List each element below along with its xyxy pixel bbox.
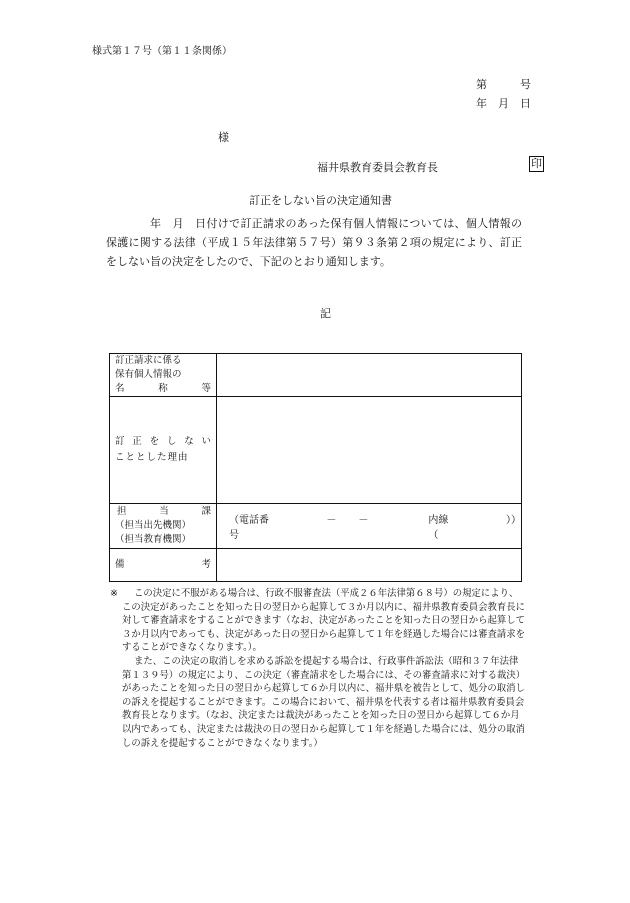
- form-number: 様式第１７号（第１１条関係）: [92, 46, 232, 57]
- row-info-name-label: 訂正請求に係る 保有個人情報の 名 称 等: [110, 354, 217, 397]
- row-remarks-label: 備 考: [110, 549, 217, 582]
- document-title: 訂正をしない旨の決定通知書: [249, 194, 392, 207]
- issuer-name: 福井県教育委員会教育長: [317, 161, 438, 174]
- phone-line: （電話番号 － － 内線（ ））: [229, 515, 521, 541]
- ki-heading: 記: [320, 307, 331, 320]
- note-paragraph-2: また、この決定の取消しを求める訴訟を提起する場合は、行政事件訴訟法（昭和３７年法律第１３９号）の規定により、この決定（審査請求をした場合には、その審査請求に対する裁決）があったことを知った日の翌日から起算して６か月以内に、福井県を被告として、処分の取消しの訴えを提起することができます。この場合において、福井県を代表する者は福井県教育委員会教育長となります。（なお、決定または裁決があったことを知った日の翌日から起算して６か月以内であっても、決定または裁決の日の翌日から起算して１年を経過した場合には、処分の取消しの訴えを提起することができなくなります。）: [122, 655, 526, 749]
- document-number: 第 号: [476, 78, 531, 91]
- seal-mark: 印: [531, 157, 542, 170]
- row-info-name-value[interactable]: [217, 354, 522, 397]
- row-dept-label: 担 当 課 （担当出先機関） （担当教育機関）: [110, 504, 217, 549]
- info-table: [109, 353, 522, 582]
- row-reason-value[interactable]: [217, 397, 522, 504]
- note-mark: ※: [110, 588, 118, 599]
- note-paragraph-1: この決定に不服がある場合は、行政不服審査法（平成２６年法律第６８号）の規定により、この決定があったことを知った日の翌日から起算して３か月以内に、福井県教育委員会教育長に対して審査請求をすることができます（なお、決定があったことを知った日の翌日から起算して３か月以内であっても、決定があった日の翌日から起算して１年を経過した場合には審査請求をすることができなくなります。）。: [122, 588, 526, 654]
- row-dept-value[interactable]: [217, 504, 522, 549]
- notes-section: [110, 587, 526, 750]
- body-text: 年 月 日付けで訂正請求のあった保有個人情報については、個人情報の保護に関する法律（平成１５年法律第５７号）第９３条第２項の規定により、訂正をしない旨の決定をしたので、下記のとおり通知します。: [106, 217, 522, 268]
- document-date: 年 月 日: [476, 97, 531, 110]
- row-remarks-value[interactable]: [217, 549, 522, 582]
- addressee-suffix: 様: [218, 131, 229, 144]
- row-reason-label: 訂 正 を し な い こととした理由: [110, 397, 217, 504]
